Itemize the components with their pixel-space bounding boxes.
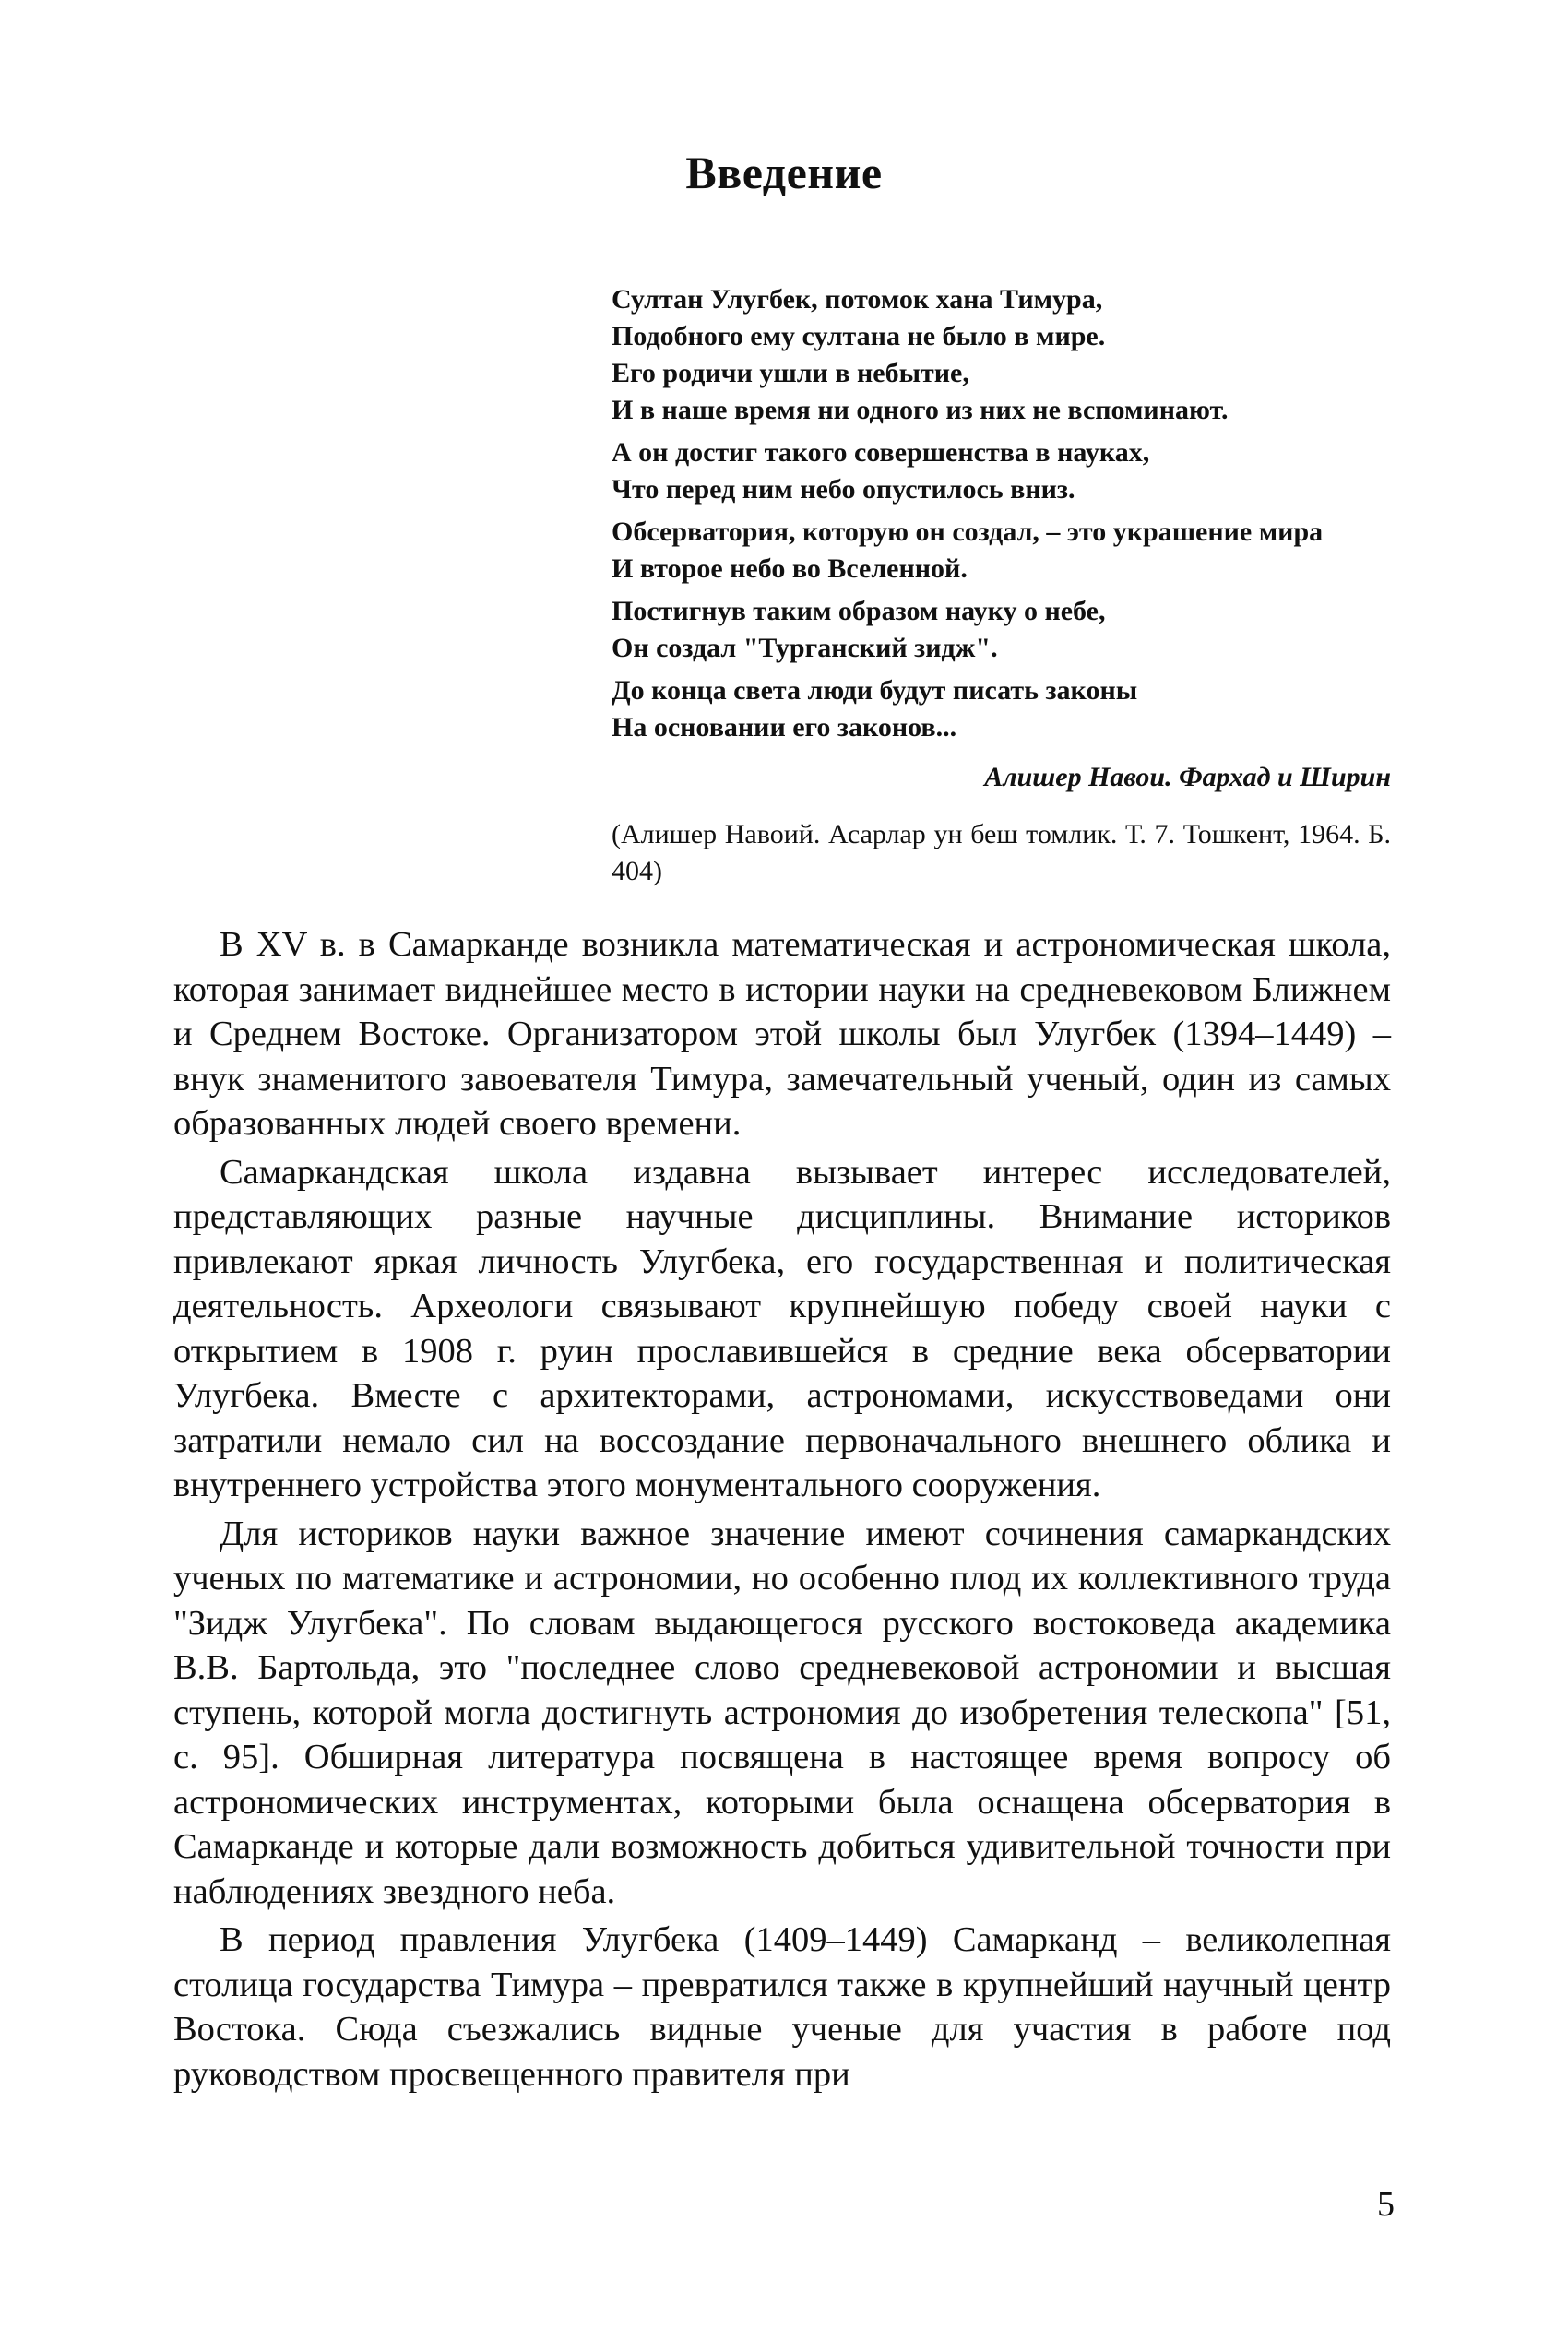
- epigraph-stanza: [612, 593, 1391, 667]
- epigraph-stanza: [612, 672, 1391, 746]
- epigraph-line: Подобного ему султана не было в мире.: [612, 321, 1106, 351]
- epigraph: [612, 281, 1391, 890]
- epigraph-line: А он достиг такого совершенства в науках,: [612, 437, 1150, 468]
- epigraph-stanza: [612, 434, 1391, 508]
- page-number: 5: [1377, 2185, 1395, 2224]
- body-paragraph: Самаркандская школа издавна вызывает интерес исследователей, представляющих разные научные дисциплины. Внимание историков привлекают яркая личность Улугбека, его государственная и политическая деятельность. Археологи связывают крупнейшую победу своей науки с открытием в 1908 г. руин прославившейся в средние века обсерватории Улугбека. Вместе с архитекторами, астрономами, искусствоведами они затратили немало сил на воссоздание первоначального внешнего облика и внутреннего устройства этого монументального сооружения.: [173, 1152, 1391, 1504]
- epigraph-line: Что перед ним небо опустилось вниз.: [612, 474, 1075, 505]
- epigraph-line: И в наше время ни одного из них не вспоминают.: [612, 395, 1229, 425]
- body-text: [173, 922, 1391, 2100]
- epigraph-line: Постигнув таким образом науку о небе,: [612, 596, 1106, 626]
- epigraph-stanza: [612, 281, 1391, 429]
- body-paragraph: В XV в. в Самарканде возникла математическая и астрономическая школа, которая занимает виднейшее место в истории науки на средневековом Ближнем и Среднем Востоке. Организатором этой школы был Улугбек (1394–1449) – внук знаменитого завоевателя Тимура, замечательный ученый, один из самых образованных людей своего времени.: [173, 925, 1391, 1143]
- epigraph-stanza: [612, 514, 1391, 588]
- epigraph-source: (Алишер Навоий. Асарлар ун беш томлик. Т. 7. Тошкент, 1964. Б. 404): [612, 819, 1391, 886]
- epigraph-line: И второе небо во Вселенной.: [612, 553, 968, 584]
- epigraph-attribution: Алишер Навои. Фархад и Ширин: [984, 762, 1391, 792]
- page-title: Введение: [685, 147, 883, 198]
- epigraph-line: До конца света люди будут писать законы: [612, 675, 1138, 706]
- epigraph-line: Его родичи ушли в небытие,: [612, 358, 969, 388]
- epigraph-line: Он создал "Турганский зидж".: [612, 633, 998, 663]
- epigraph-line: На основании его законов...: [612, 712, 957, 742]
- body-paragraph: Для историков науки важное значение имеют сочинения самаркандских ученых по математике и астрономии, но особенно плод их коллективного труда "Зидж Улугбека". По словам выдающегося русского востоковеда академика В.В. Бартольда, это "последнее слово средневековой астрономии и высшая ступень, которой могла достигнуть астрономия до изобретения телескопа" [51, с. 95]. Обширная литература посвящена в настоящее время вопросу об астрономических инструментах, которыми была оснащена обсерватория в Самарканде и которые дали возможность добиться удивительной точности при наблюдениях звездного неба.: [173, 1514, 1391, 1911]
- body-paragraph: В период правления Улугбека (1409–1449) Самарканд – великолепная столица государства Тимура – превратился также в крупнейший научный центр Востока. Сюда съезжались видные ученые для участия в работе под руководством просвещенного правителя при: [173, 1920, 1391, 2094]
- epigraph-line: Султан Улугбек, потомок хана Тимура,: [612, 284, 1103, 315]
- epigraph-line: Обсерватория, которую он создал, – это украшение мира: [612, 517, 1324, 547]
